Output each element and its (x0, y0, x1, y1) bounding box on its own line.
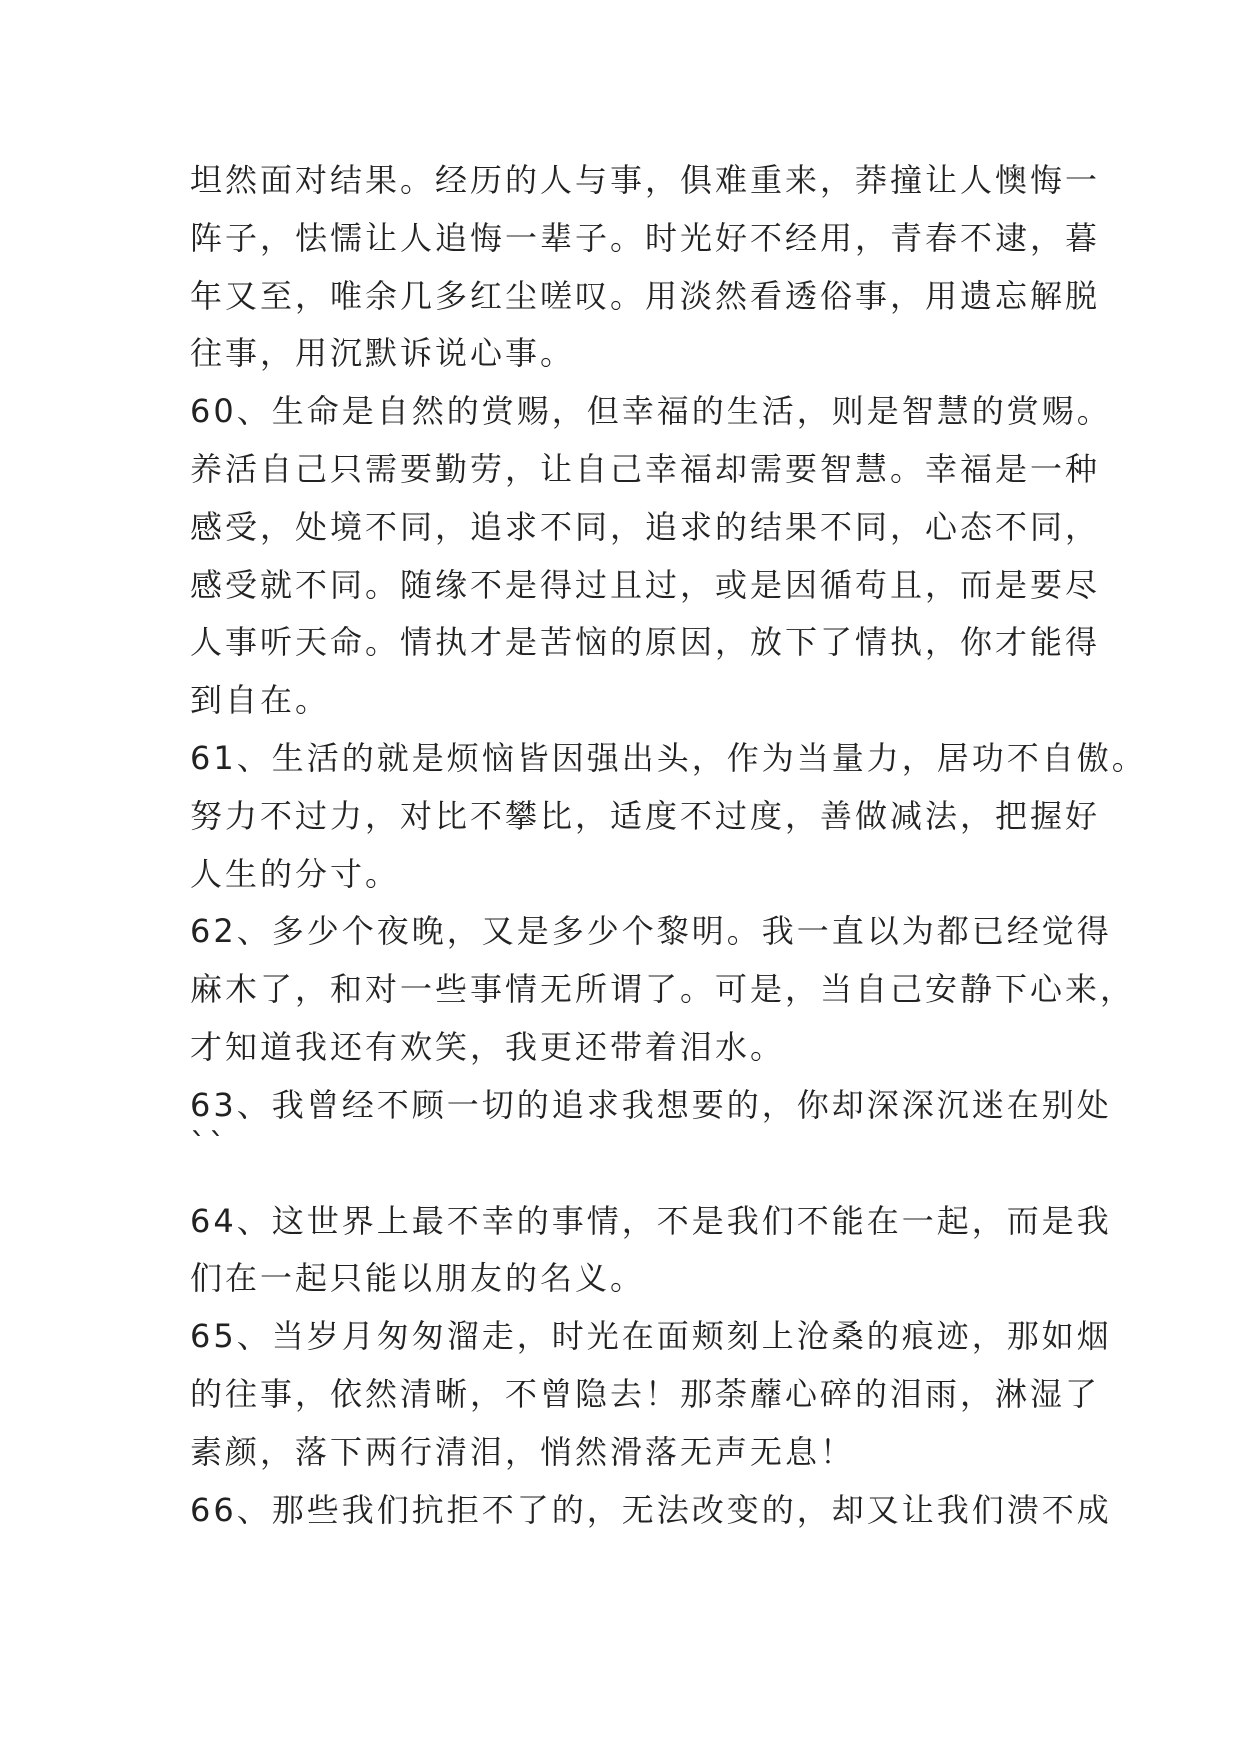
text-line: 感受，处境不同，追求不同，追求的结果不同，心态不同， (190, 507, 1101, 546)
text-line: 60、生命是自然的赏赐，但幸福的生活，则是智慧的赏赐。 (190, 392, 1112, 431)
text-line: 养活自己只需要勤劳，让自己幸福却需要智慧。幸福是一种 (190, 449, 1101, 488)
text-line: 往事，用沉默诉说心事。 (190, 334, 576, 373)
text-line: 们在一起只能以朋友的名义。 (190, 1259, 646, 1298)
text-line: 66、那些我们抗拒不了的，无法改变的，却又让我们溃不成 (190, 1490, 1112, 1529)
text-line: 感受就不同。随缘不是得过且过，或是因循苟且，而是要尽 (190, 565, 1101, 604)
text-line: 人生的分寸。 (190, 854, 401, 893)
text-line: 62、多少个夜晚，又是多少个黎明。我一直以为都已经觉得 (190, 912, 1112, 951)
document-body (190, 152, 1147, 1539)
text-line: 努力不过力，对比不攀比，适度不过度，善做减法，把握好 (190, 796, 1101, 835)
text-line: 素颜，落下两行清泪，悄然滑落无声无息！ (190, 1432, 856, 1471)
text-line: `` (190, 1125, 228, 1164)
text-line: 才知道我还有欢笑，我更还带着泪水。 (190, 1027, 786, 1066)
text-line: 65、当岁月匆匆溜走，时光在面颊刻上沧桑的痕迹，那如烟 (190, 1317, 1112, 1356)
text-line: 麻木了，和对一些事情无所谓了。可是，当自己安静下心来， (190, 970, 1136, 1009)
text-line: 64、这世界上最不幸的事情，不是我们不能在一起，而是我 (190, 1201, 1112, 1240)
text-line: 到自在。 (190, 681, 331, 720)
blank-line (190, 1165, 1070, 1193)
text-line: 年又至，唯余几多红尘嗟叹。用淡然看透俗事，用遗忘解脱 (190, 276, 1101, 315)
text-line: 61、生活的就是烦恼皆因强出头，作为当量力，居功不自傲。 (190, 738, 1147, 777)
text-line: 63、我曾经不顾一切的追求我想要的，你却深深沉迷在别处 (190, 1085, 1112, 1124)
text-line: 的往事，依然清晰，不曾隐去！那荼蘼心碎的泪雨，淋湿了 (190, 1374, 1101, 1413)
text-line: 阵子，怯懦让人追悔一辈子。时光好不经用，青春不逮，暮 (190, 218, 1101, 257)
text-line: 人事听天命。情执才是苦恼的原因，放下了情执，你才能得 (190, 623, 1101, 662)
text-line: 坦然面对结果。经历的人与事，俱难重来，莽撞让人懊悔一 (190, 161, 1101, 199)
